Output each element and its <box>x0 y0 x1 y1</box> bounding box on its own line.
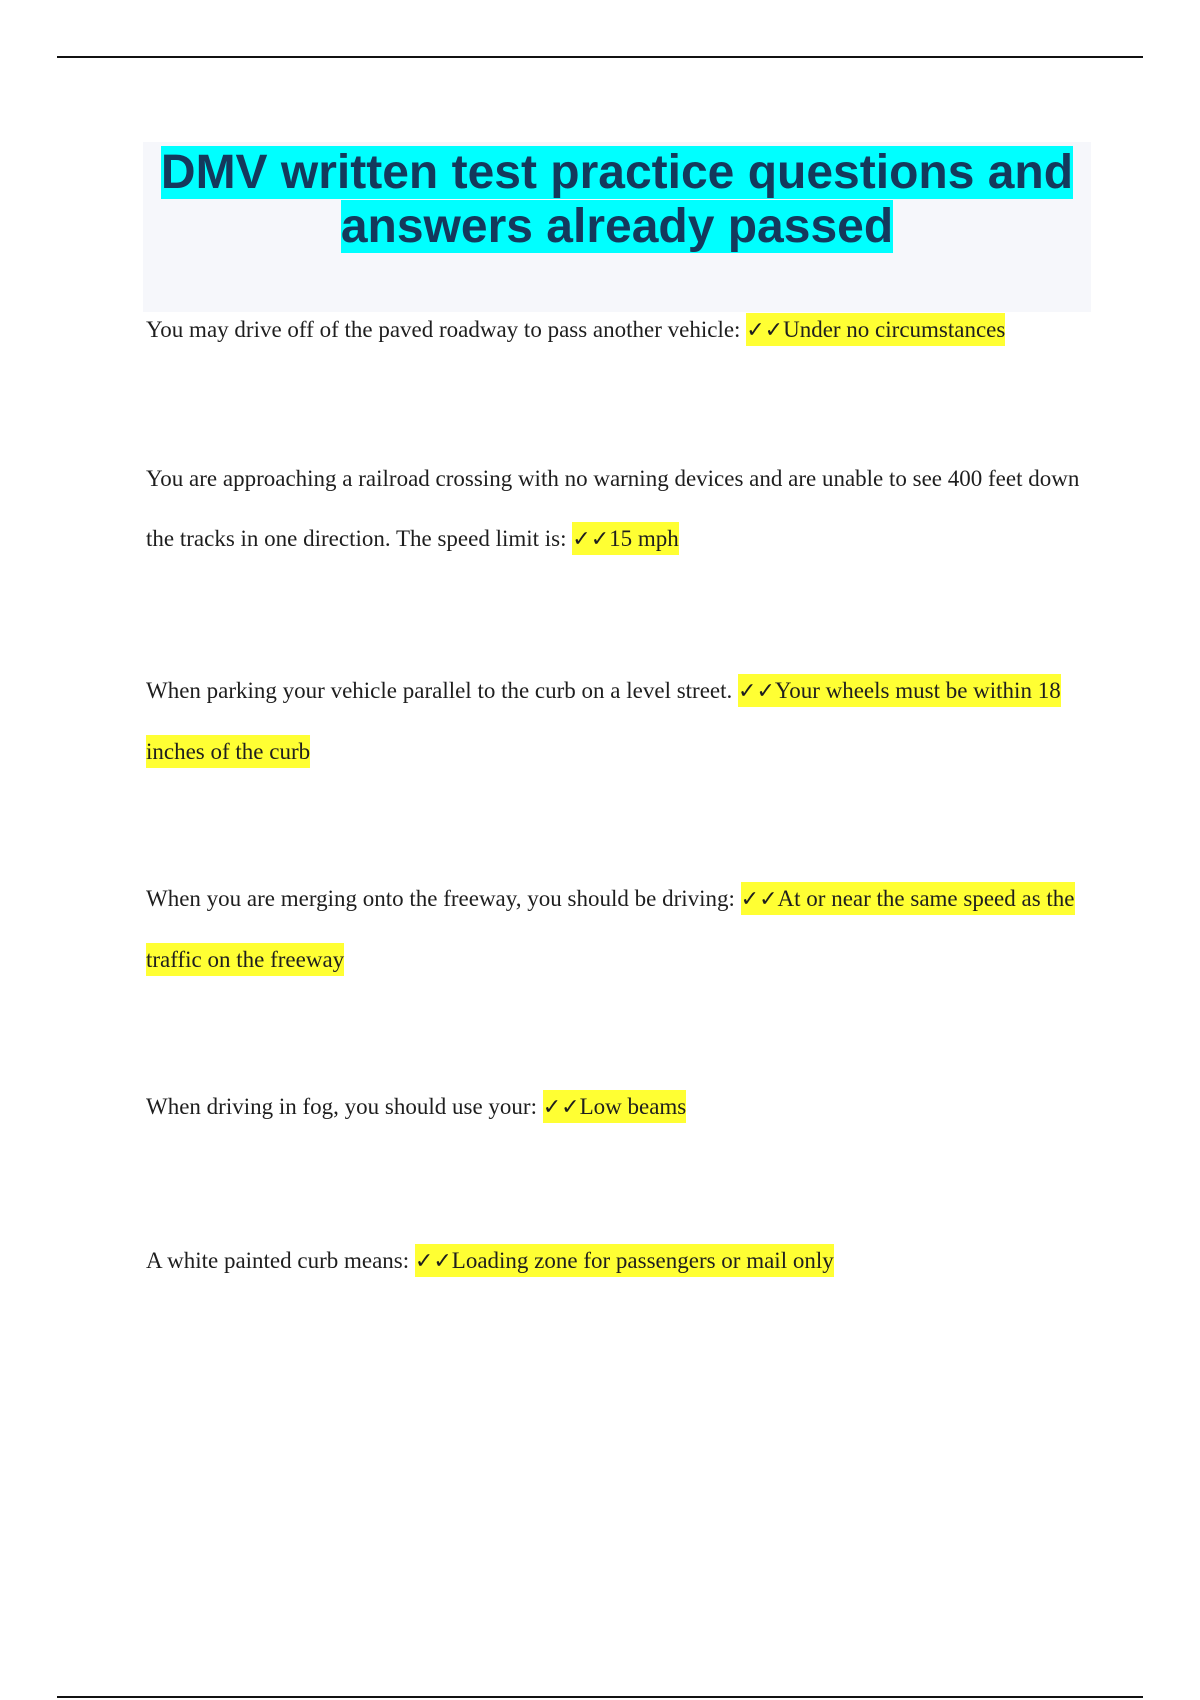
answer-highlight <box>572 522 679 555</box>
answer-highlight <box>746 313 1005 346</box>
question-text: When driving in fog, you should use your: <box>146 1094 543 1119</box>
bottom-rule <box>57 1696 1143 1698</box>
answer-text: Under no circumstances <box>783 317 1006 342</box>
double-check-icon: ✓✓ <box>414 1249 452 1274</box>
question-text: You may drive off of the paved roadway to pass another vehicle: <box>146 317 747 342</box>
answer-text: Your wheels must be within 18 inches of the curb <box>146 678 1061 764</box>
qa-item-3 <box>146 661 1096 782</box>
double-check-icon: ✓✓ <box>746 318 784 343</box>
answer-text: At or near the same speed as the traffic on the freeway <box>146 886 1075 972</box>
double-check-icon: ✓✓ <box>572 527 610 552</box>
answer-text: Low beams <box>579 1094 687 1119</box>
answer-text: 15 mph <box>609 526 679 551</box>
answer-text: Loading zone for passengers or mail only <box>451 1248 834 1273</box>
title-line-1: DMV written test practice questions and <box>160 146 1074 199</box>
qa-item-4 <box>146 869 1096 990</box>
double-check-icon: ✓✓ <box>542 1095 580 1120</box>
answer-highlight <box>543 1090 687 1123</box>
top-rule <box>57 56 1143 58</box>
question-text: When parking your vehicle parallel to the curb on a level street. <box>146 678 739 703</box>
qa-item-1 <box>146 300 1096 361</box>
double-check-icon: ✓✓ <box>738 679 775 704</box>
qa-item-6 <box>146 1231 1096 1292</box>
question-text: You are approaching a railroad crossing with no warning devices and are unable to see 400 feet down the tracks in one direction. The speed limit is: <box>146 466 1080 551</box>
question-text: When you are merging onto the freeway, you should be driving: <box>146 886 741 911</box>
double-check-icon: ✓✓ <box>740 887 778 912</box>
title-block <box>143 142 1091 312</box>
document-title <box>143 142 1091 254</box>
qa-item-5 <box>146 1077 1096 1138</box>
title-line-2: answers already passed <box>340 200 894 253</box>
question-text: A white painted curb means: <box>146 1248 415 1273</box>
answer-highlight <box>415 1244 834 1277</box>
qa-item-2 <box>146 449 1096 570</box>
